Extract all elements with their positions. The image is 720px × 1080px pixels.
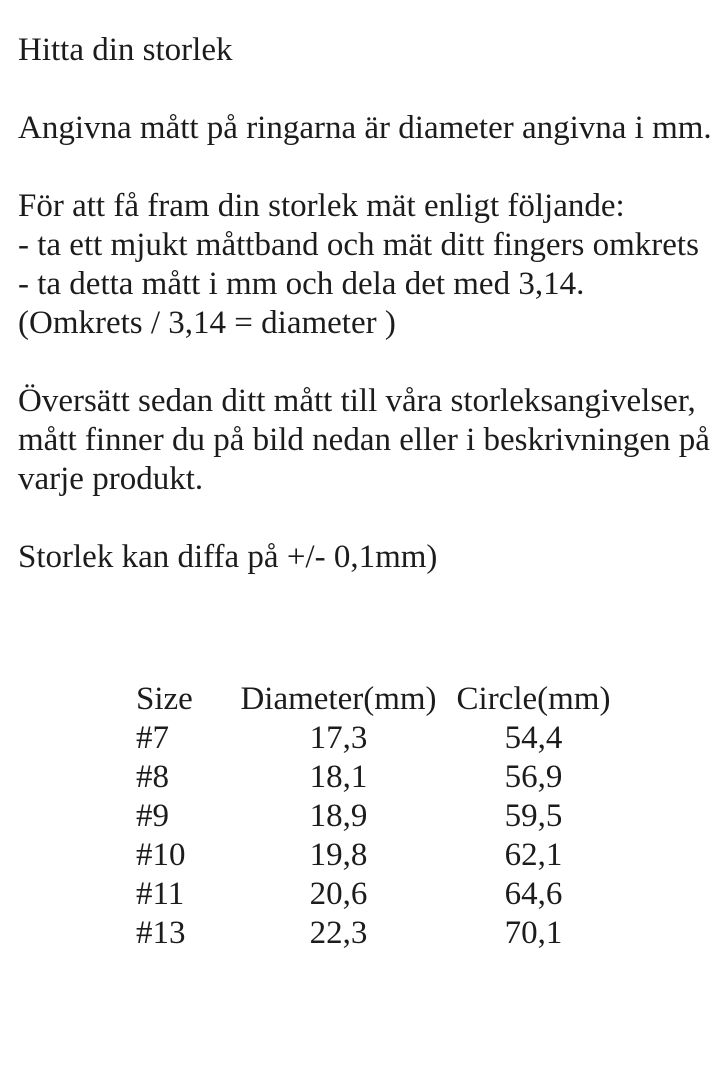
size-cell: #13 — [136, 915, 186, 951]
paragraph-tolerance-note-line: Storlek kan diffa på +/- 0,1mm) — [18, 539, 438, 575]
paragraph-instructions-line: - ta ett mjukt måttband och mät ditt fingers omkrets — [18, 227, 699, 263]
circle-cell: 62,1 — [504, 837, 563, 873]
size-table-row — [136, 758, 626, 797]
size-table-row — [136, 836, 626, 875]
paragraph-instructions — [18, 187, 706, 343]
diameter-cell: 19,8 — [309, 837, 368, 873]
size-table-header-row — [136, 680, 626, 719]
paragraph-intro — [18, 109, 712, 148]
diameter-cell: 20,6 — [309, 876, 368, 912]
paragraph-instructions-line: - ta detta mått i mm och dela det med 3,14. — [18, 266, 585, 302]
diameter-cell: 18,9 — [309, 798, 368, 834]
size-table — [136, 680, 626, 953]
circle-cell: 70,1 — [504, 915, 563, 951]
size-table-header-diameter: Diameter(mm) — [240, 681, 437, 717]
size-cell: #8 — [136, 759, 169, 795]
size-cell: #11 — [136, 876, 185, 912]
size-table-head — [136, 680, 626, 719]
size-cell: #7 — [136, 720, 169, 756]
diameter-cell: 18,1 — [309, 759, 368, 795]
size-table-header-size: Size — [136, 681, 193, 717]
size-table-row — [136, 875, 626, 914]
size-table-row — [136, 797, 626, 836]
page-title-paragraph — [18, 31, 706, 70]
circle-cell: 64,6 — [504, 876, 563, 912]
diameter-cell: 22,3 — [309, 915, 368, 951]
circle-cell: 59,5 — [504, 798, 563, 834]
paragraph-instructions-line: (Omkrets / 3,14 = diameter ) — [18, 305, 396, 341]
paragraph-translate-note-line: Översätt sedan ditt mått till våra storleksangivelser, — [18, 383, 696, 419]
circle-cell: 54,4 — [504, 720, 563, 756]
paragraph-intro-line: Angivna mått på ringarna är diameter angivna i mm. — [18, 110, 712, 146]
paragraph-tolerance-note — [18, 538, 706, 577]
circle-cell: 56,9 — [504, 759, 563, 795]
size-table-body — [136, 719, 626, 953]
diameter-cell: 17,3 — [309, 720, 368, 756]
size-table-row — [136, 914, 626, 953]
size-cell: #9 — [136, 798, 169, 834]
paragraph-translate-note — [18, 382, 710, 499]
paragraph-translate-note-line: varje produkt. — [18, 461, 204, 497]
page-title: Hitta din storlek — [18, 32, 233, 68]
paragraph-instructions-line: För att få fram din storlek mät enligt följande: — [18, 188, 625, 224]
size-cell: #10 — [136, 837, 186, 873]
size-table-header-circle: Circle(mm) — [456, 681, 611, 717]
size-table-row — [136, 719, 626, 758]
paragraph-translate-note-line: mått finner du på bild nedan eller i beskrivningen på — [18, 422, 710, 458]
